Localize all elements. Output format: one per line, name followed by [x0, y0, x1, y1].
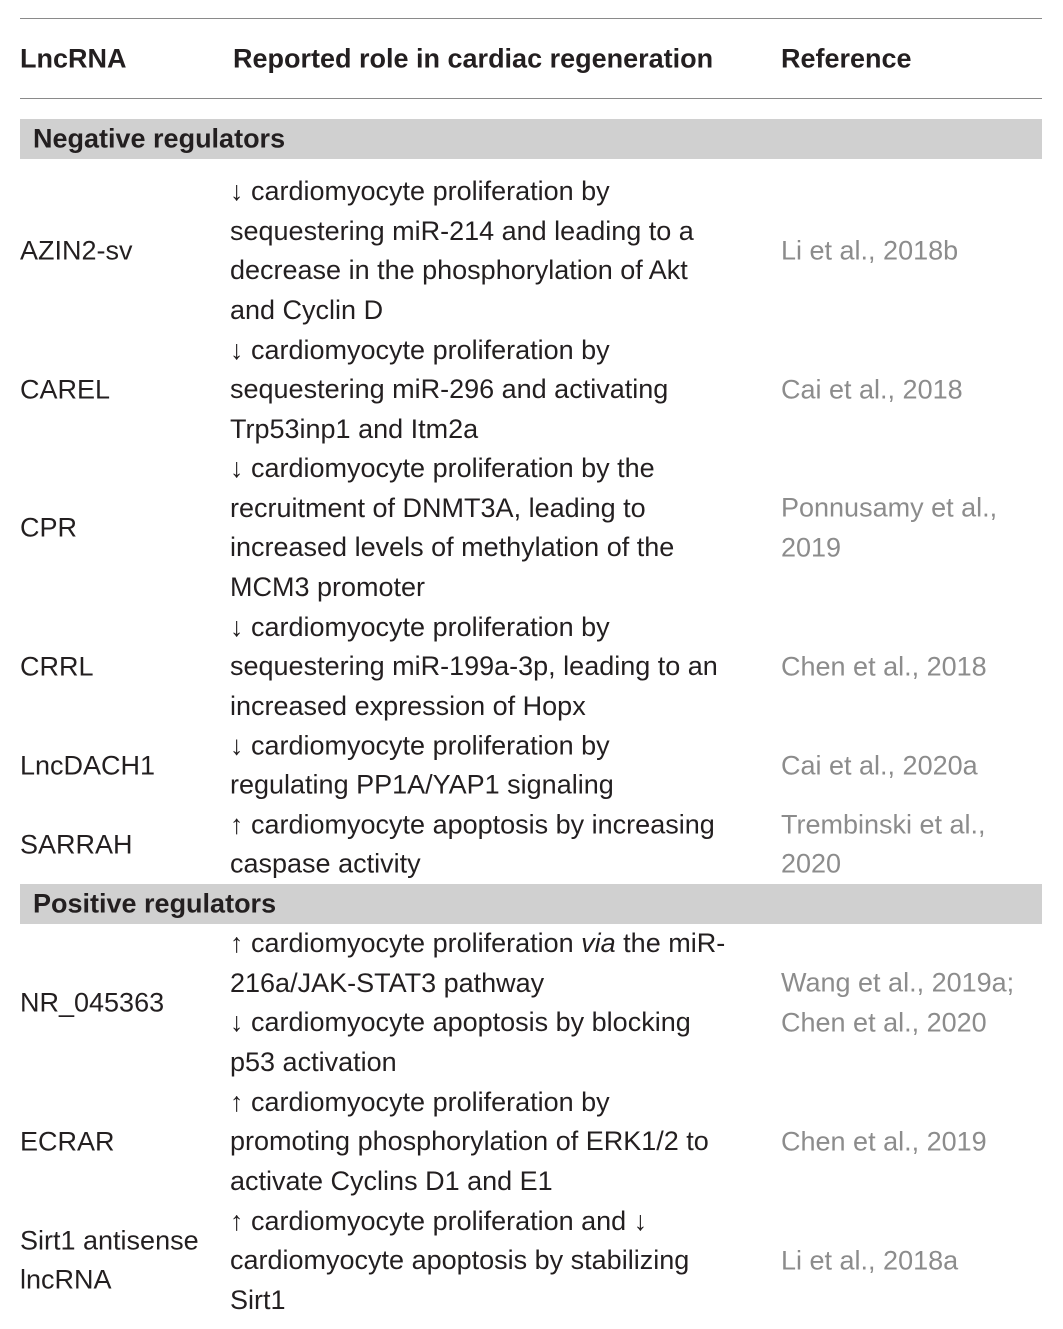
- table-row: [0, 1201, 1063, 1320]
- lncrna-line: SARRAH: [20, 828, 133, 859]
- table-row: [0, 924, 1063, 1082]
- reference-line: Li et al., 2018a: [781, 1244, 959, 1275]
- lncrna-line: Sirt1 antisense: [20, 1225, 199, 1255]
- table-row: [0, 1082, 1063, 1201]
- reference-cell: [781, 370, 1051, 410]
- role-line: increased expression of Hopx: [230, 690, 586, 721]
- role-line: sequestering miR-214 and leading to a: [230, 215, 694, 246]
- lncrna-line: CRRL: [20, 650, 94, 681]
- header-rule: [20, 98, 1042, 99]
- role-line: cardiomyocyte apoptosis by stabilizing: [230, 1244, 690, 1275]
- role-line: sequestering miR-199a-3p, leading to an: [230, 650, 718, 681]
- role-line: sequestering miR-296 and activating: [230, 373, 669, 404]
- role-cell: [230, 330, 765, 449]
- lncrna-line: NR_045363: [20, 987, 165, 1018]
- reference-line: Ponnusamy et al.,: [781, 492, 998, 523]
- role-line: ↑ cardiomyocyte proliferation and ↓: [230, 1205, 648, 1236]
- table-row: [0, 607, 1063, 726]
- role-cell: [230, 1082, 765, 1201]
- role-line: increased levels of methylation of the: [230, 532, 675, 562]
- role-line: ↓ cardiomyocyte proliferation by: [230, 176, 610, 206]
- lncrna-cell: [20, 825, 220, 865]
- reference-line: 2019: [781, 532, 842, 562]
- table-row: [0, 449, 1063, 607]
- role-line: MCM3 promoter: [230, 571, 426, 602]
- lncrna-cell: [20, 746, 220, 786]
- table-row: [0, 805, 1063, 884]
- reference-line: 2020: [781, 848, 842, 879]
- reference-cell: [781, 805, 1051, 884]
- reference-line: Trembinski et al.,: [781, 809, 986, 839]
- role-line: regulating PP1A/YAP1 signaling: [230, 769, 614, 800]
- lncrna-cell: [20, 983, 220, 1023]
- reference-line: Cai et al., 2018: [781, 373, 963, 404]
- lncrna-cell: [20, 647, 220, 687]
- role-line: 216a/JAK-STAT3 pathway: [230, 967, 545, 998]
- role-cell: [230, 924, 765, 1082]
- role-cell: [230, 172, 765, 330]
- header-lncrna: LncRNA: [20, 43, 127, 74]
- lncrna-cell: [20, 1122, 220, 1162]
- role-cell: [230, 805, 765, 884]
- role-line: ↓ cardiomyocyte proliferation by: [230, 334, 610, 365]
- section-negative-regulators: [20, 119, 1042, 159]
- header-reference: Reference: [781, 43, 912, 74]
- lncrna-cell: [20, 231, 220, 271]
- table-row: [0, 726, 1063, 805]
- lncrna-line: AZIN2-sv: [20, 235, 133, 266]
- lncrna-line: CPR: [20, 512, 78, 543]
- role-line: p53 activation: [230, 1046, 397, 1077]
- lncrna-line: lncRNA: [20, 1264, 112, 1295]
- role-line: ↓ cardiomyocyte proliferation by the: [230, 453, 655, 483]
- role-line: ↑ cardiomyocyte apoptosis by increasing: [230, 809, 715, 839]
- role-cell: [230, 607, 765, 726]
- table-row: [0, 330, 1063, 449]
- section-title: Positive regulators: [33, 888, 277, 919]
- lncrna-cell: [20, 508, 220, 548]
- reference-line: Wang et al., 2019a;: [781, 967, 1015, 998]
- reference-line: Chen et al., 2018: [781, 650, 987, 681]
- reference-line: Chen et al., 2019: [781, 1125, 987, 1156]
- role-line: ↓ cardiomyocyte proliferation by: [230, 730, 610, 760]
- role-line: Trp53inp1 and Itm2a: [230, 413, 479, 444]
- role-cell: [230, 1201, 765, 1320]
- reference-cell: [781, 964, 1051, 1043]
- reference-cell: [781, 746, 1051, 786]
- role-line: caspase activity: [230, 848, 421, 879]
- role-line: ↑ cardiomyocyte proliferation by: [230, 1086, 610, 1117]
- reference-cell: [781, 647, 1051, 687]
- lncrna-cell: [20, 1221, 220, 1300]
- table-row: [0, 172, 1063, 330]
- role-line: ↓ cardiomyocyte apoptosis by blocking: [230, 1007, 691, 1037]
- section-positive-regulators: [20, 884, 1042, 924]
- reference-line: Chen et al., 2020: [781, 1007, 987, 1037]
- lncrna-line: CAREL: [20, 373, 111, 404]
- role-cell: [230, 449, 765, 607]
- reference-cell: [781, 231, 1051, 271]
- lncrna-cell: [20, 370, 220, 410]
- role-line: recruitment of DNMT3A, leading to: [230, 492, 646, 523]
- role-line: and Cyclin D: [230, 294, 384, 325]
- reference-cell: [781, 1241, 1051, 1281]
- lncrna-line: ECRAR: [20, 1125, 115, 1156]
- role-line: promoting phosphorylation of ERK1/2 to: [230, 1125, 709, 1156]
- role-line: ↑ cardiomyocyte proliferation via the miR-: [230, 928, 726, 958]
- table-header: [0, 20, 1063, 98]
- section-title: Negative regulators: [33, 123, 286, 154]
- reference-line: Cai et al., 2020a: [781, 749, 978, 780]
- role-line: decrease in the phosphorylation of Akt: [230, 255, 688, 285]
- header-role: Reported role in cardiac regeneration: [233, 43, 714, 74]
- role-cell: [230, 726, 765, 805]
- reference-cell: [781, 1122, 1051, 1162]
- reference-line: Li et al., 2018b: [781, 235, 959, 266]
- reference-cell: [781, 489, 1051, 568]
- role-line: ↓ cardiomyocyte proliferation by: [230, 611, 610, 642]
- role-line: activate Cyclins D1 and E1: [230, 1165, 553, 1196]
- role-line: Sirt1: [230, 1284, 286, 1315]
- top-rule: [20, 18, 1042, 19]
- lncrna-line: LncDACH1: [20, 749, 156, 780]
